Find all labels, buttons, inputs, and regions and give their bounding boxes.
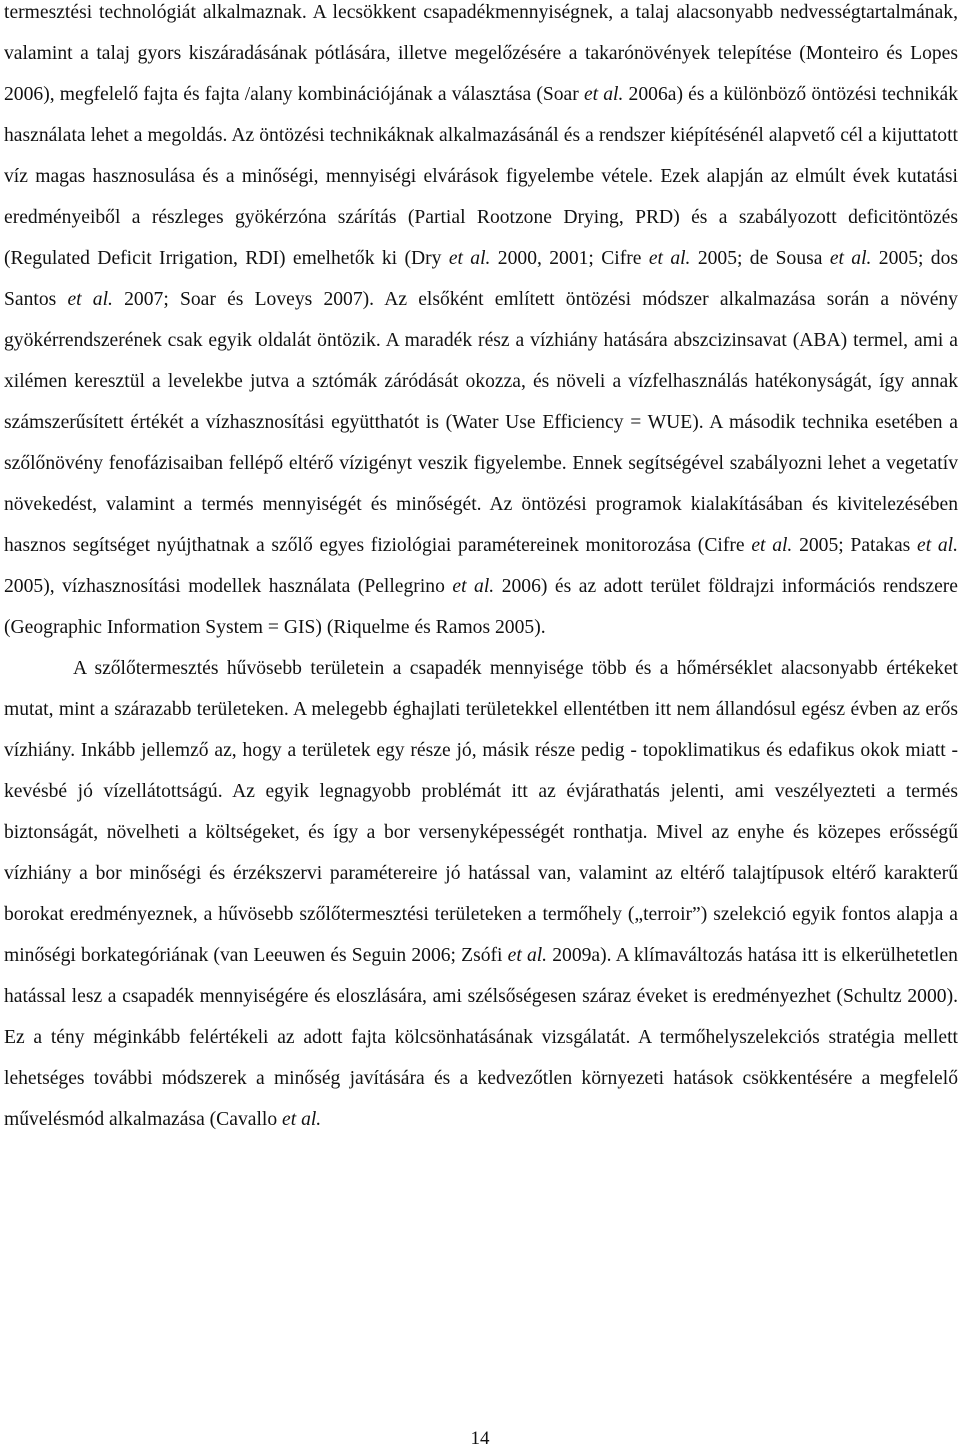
- document-page: [4, 0, 958, 1140]
- text-run: 2005; dos Santos: [4, 248, 959, 310]
- text-run: 2000, 2001; Cifre: [490, 248, 649, 269]
- citation-etal: et al.: [448, 248, 491, 269]
- citation-etal: et al.: [507, 945, 548, 966]
- text-run: 2005), vízhasznosítási modellek használata (Pellegrino: [4, 576, 453, 597]
- page-number: 14: [470, 1428, 490, 1449]
- citation-etal: et al.: [452, 576, 495, 597]
- text-run: 2009a). A klímaváltozás hatása itt is elkerülhetetlen hatással lesz a csapadék mennyiségére és eloszlására, ami szélsőségesen száraz éveket is eredményezhet (Schultz 2000). Ez a tény méginkább felértékeli az adott fajta kölcsönhatásának vizsgálatát. A termőhelyszelekciós stratégia mellett lehetséges további módszerek a minőség javítására és a kedvezőtlen környezeti hatások csökkentésére a megfelelő művelésmód alkalmazása (Cavallo: [4, 945, 958, 1130]
- text-run: 2006a) és a különböző öntözési technikák használata lehet a megoldás. Az öntözési technikáknak alkalmazásánál és a rendszer kiépítésénél alapvető cél a kijuttatott víz magas hasznosulása és a minőségi, mennyiségi elvárások figyelembe vétele. Ezek alapján az elmúlt évek kutatási eredményeiből a részleges gyökérzóna szárítás (Partial Rootzone Drying, PRD) és a szabályozott deficitöntözés (Regulated Deficit Irrigation, RDI) emelhetők ki (Dry: [4, 84, 959, 269]
- citation-etal: et al.: [282, 1109, 322, 1130]
- citation-etal: et al.: [67, 289, 113, 310]
- paragraph-2: [4, 648, 958, 1140]
- text-run: termesztési technológiát alkalmaznak. A lecsökkent csapadékmennyiségnek, a talaj alacsonyabb nedvességtartalmának, valamint a talaj gyors kiszáradásának pótlására, illetve megelőzésére a takarónövények telepítése (Monteiro és Lopes 2006), megfelelő fajta és fajta /alany kombinációjának a választása (Soar: [4, 2, 958, 105]
- text-run: A szőlőtermesztés hűvösebb területein a csapadék mennyisége több és a hőmérséklet alacsonyabb értékeket mutat, mint a szárazabb területeken. A melegebb éghajlati területekkel ellentétben itt nem állandósul egész évben az erős vízhiány. Inkább jellemző az, hogy a területek egy része jó, másik része pedig - topoklimatikus és edafikus okok miatt - kevésbé jó vízellátottságú. Az egyik legnagyobb problémát itt az évjárathatás jelenti, ami veszélyezteti a termés biztonságát, növelheti a költségeket, és így a bor versenyképességét ronthatja. Mivel az enyhe és közepes erősségű vízhiány a bor minőségi és érzékszervi paramétereire jó hatással van, valamint az eltérő talajtípusok eltérő karakterű borokat eredményeznek, a hűvösebb szőlőtermesztési területeken a termőhely („terroir”) szelekció egyik fontos alapja a minőségi borkategóriának (van Leeuwen és Seguin 2006; Zsófi: [4, 658, 958, 966]
- citation-etal: et al.: [583, 84, 624, 105]
- citation-etal: et al.: [648, 248, 691, 269]
- text-run: 2005; de Sousa: [690, 248, 830, 269]
- citation-etal: et al.: [917, 535, 959, 556]
- citation-etal: et al.: [829, 248, 872, 269]
- text-run: 2007; Soar és Loveys 2007). Az elsőként említett öntözési módszer alkalmazása során a növény gyökérrendszerének csak egyik oldalát öntözik. A maradék rész a vízhiány hatására abszcizinsavat (ABA) termel, ami a xilémen keresztül a levelekbe jutva a sztómák záródását okozza, és növeli a vízfelhasználás hatékonyságát, így annak számszerűsített értékét a vízhasznosítási együtthatót is (Water Use Efficiency = WUE). A második technika esetében a szőlőnövény fenofázisaiban fellépő eltérő vízigényt veszik figyelembe. Ennek segítségével szabályozni lehet a vegetatív növekedést, valamint a termés mennyiségét és minőségét. Az öntözési programok kialakításában és kivitelezésében hasznos segítséget nyújthatnak a szőlő egyes fiziológiai paramétereinek monitorozása (Cifre: [4, 289, 958, 556]
- text-run: 2006) és az adott terület földrajzi információs rendszere (Geographic Information System = GIS) (Riquelme és Ramos 2005).: [4, 576, 958, 638]
- paragraph-1: [4, 0, 958, 648]
- citation-etal: et al.: [751, 535, 793, 556]
- text-run: 2005; Patakas: [792, 535, 917, 556]
